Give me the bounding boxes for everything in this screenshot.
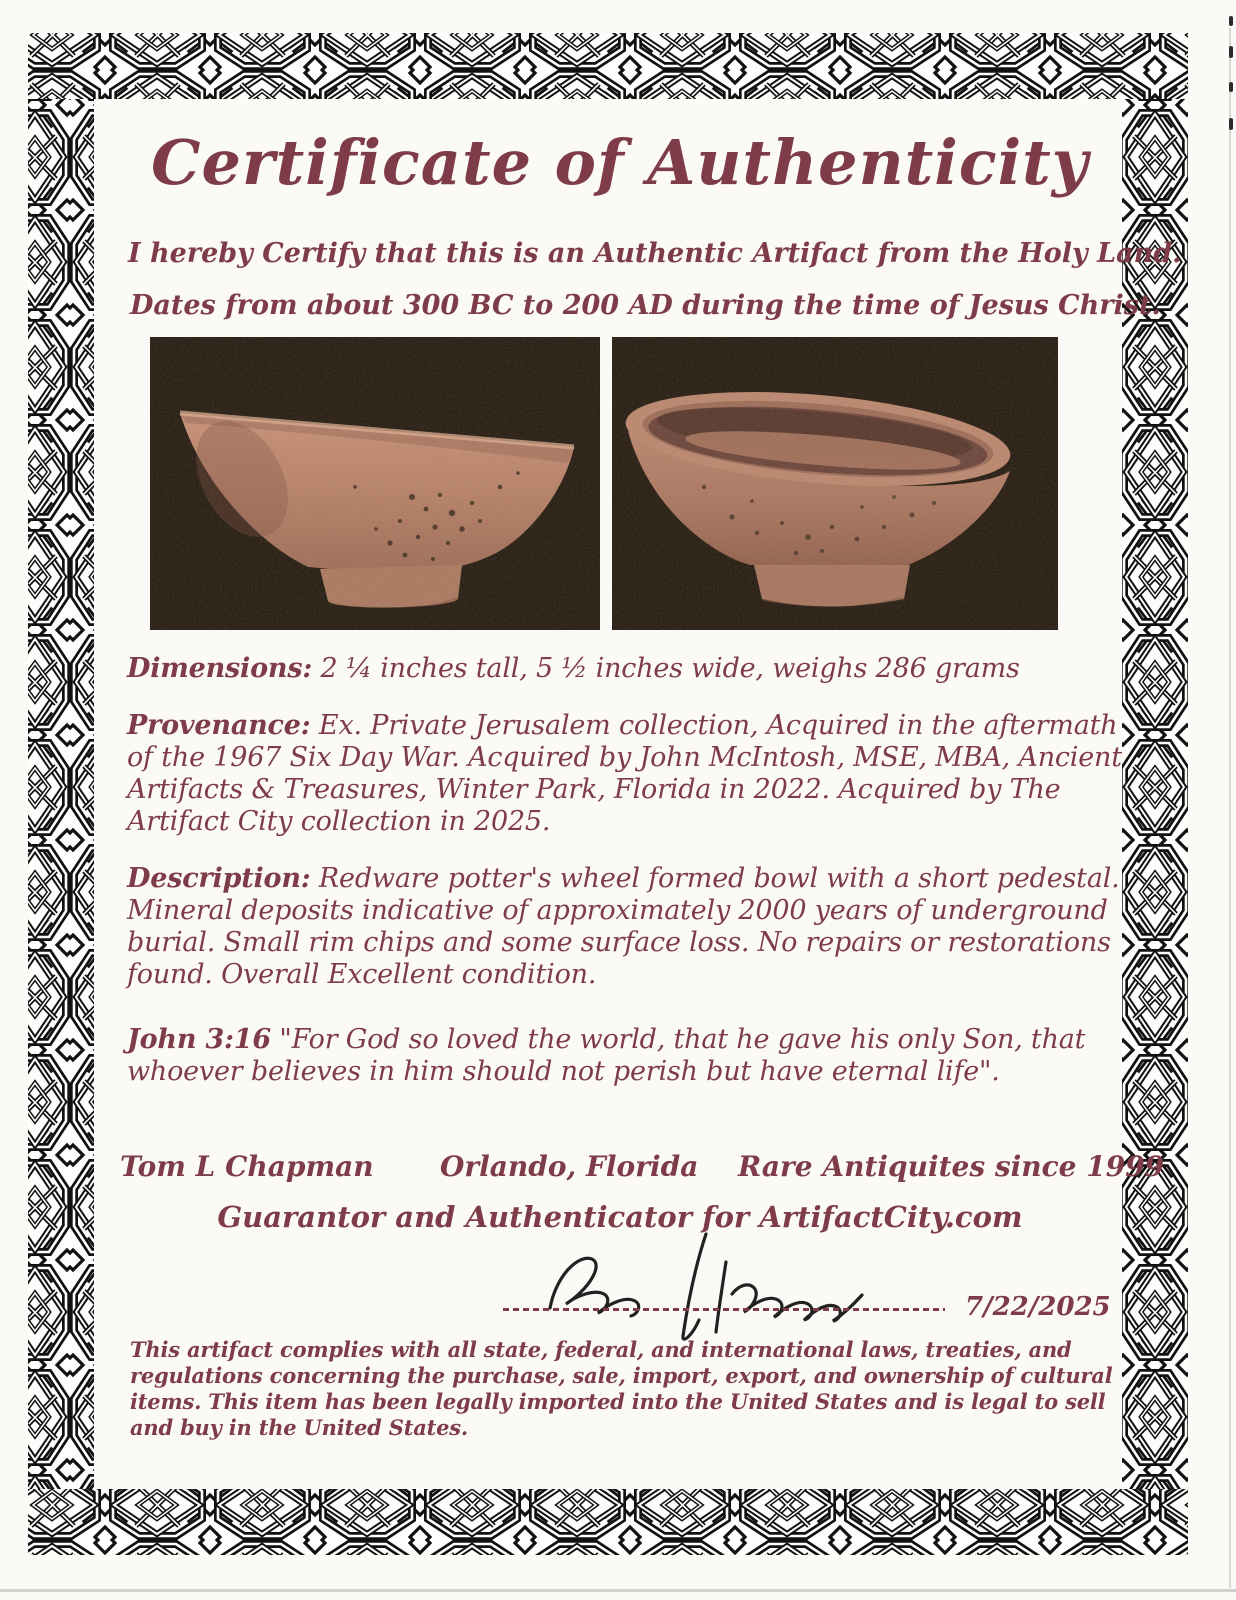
certificate-title: Certificate of Authenticity [151,126,1089,199]
certificate-body [118,0,1182,1600]
description-paragraph [127,863,1122,991]
binding-mark [1229,118,1233,130]
provenance-label: Provenance: [127,710,311,741]
provenance-text: Ex. Private Jerusalem collection, Acquired in the aftermath of the 1967 Six Day War. Acquired by John McIntosh, MSE, MBA, Ancient Artifacts & Treasures, Winter Park, Florida in 2022. Acquired by The Artifact City collection in 2025. [127,710,1122,837]
signature-line [503,1308,945,1311]
scan-edge-right [1229,28,1231,1588]
binding-mark [1229,16,1233,26]
scan-edge-bottom [0,1589,1236,1592]
binding-mark [1229,46,1233,58]
artifact-photo-interior-view [612,337,1058,630]
dimensions-paragraph [127,653,1122,685]
dating-statement: Dates from about 300 BC to 200 AD during the time of Jesus Christ. [130,290,1161,321]
signatory-location: Orlando, Florida [440,1150,699,1183]
verse-label: John 3:16 [127,1024,271,1055]
artifact-photos [150,337,1058,630]
provenance-paragraph [127,710,1122,838]
description-label: Description: [127,863,311,894]
signature-date: 7/22/2025 [965,1292,1111,1322]
signatory-name: Tom L Chapman [120,1150,374,1183]
binding-mark [1229,82,1233,92]
signatory-tagline: Rare Antiquites since 1999 [738,1150,1165,1183]
handwritten-signature [536,1232,936,1350]
artifact-photo-side-view [150,337,600,630]
verse-text: "For God so loved the world, that he gave his only Son, that whoever believes in him should not perish but have eternal life". [127,1024,1086,1087]
dimensions-label: Dimensions: [127,653,313,684]
verse-reference-label: Redware potter's wheel formed bowl with a short pedestal. Mineral deposits indicative of approximately 2000 years of underground burial. Small rim chips and some surface loss. No repairs or restorations found. Overall Excellent condition. [127,863,1120,990]
dimensions-text: 2 ¼ inches tall, 5 ½ inches wide, weighs 286 grams [312,653,1020,684]
legal-disclaimer: This artifact complies with all state, federal, and international laws, treaties, and regulations concerning the purchase, sale, import, export, and ownership of cultural items. This item has been legally imported into the United States and is legal to sell and buy in the United States. [130,1337,1113,1440]
bible-verse-paragraph [127,1024,1122,1088]
certify-statement: I hereby Certify that this is an Authentic Artifact from the Holy Land. [128,238,1182,269]
guarantor-line: Guarantor and Authenticator for ArtifactCity.com [217,1200,1023,1234]
